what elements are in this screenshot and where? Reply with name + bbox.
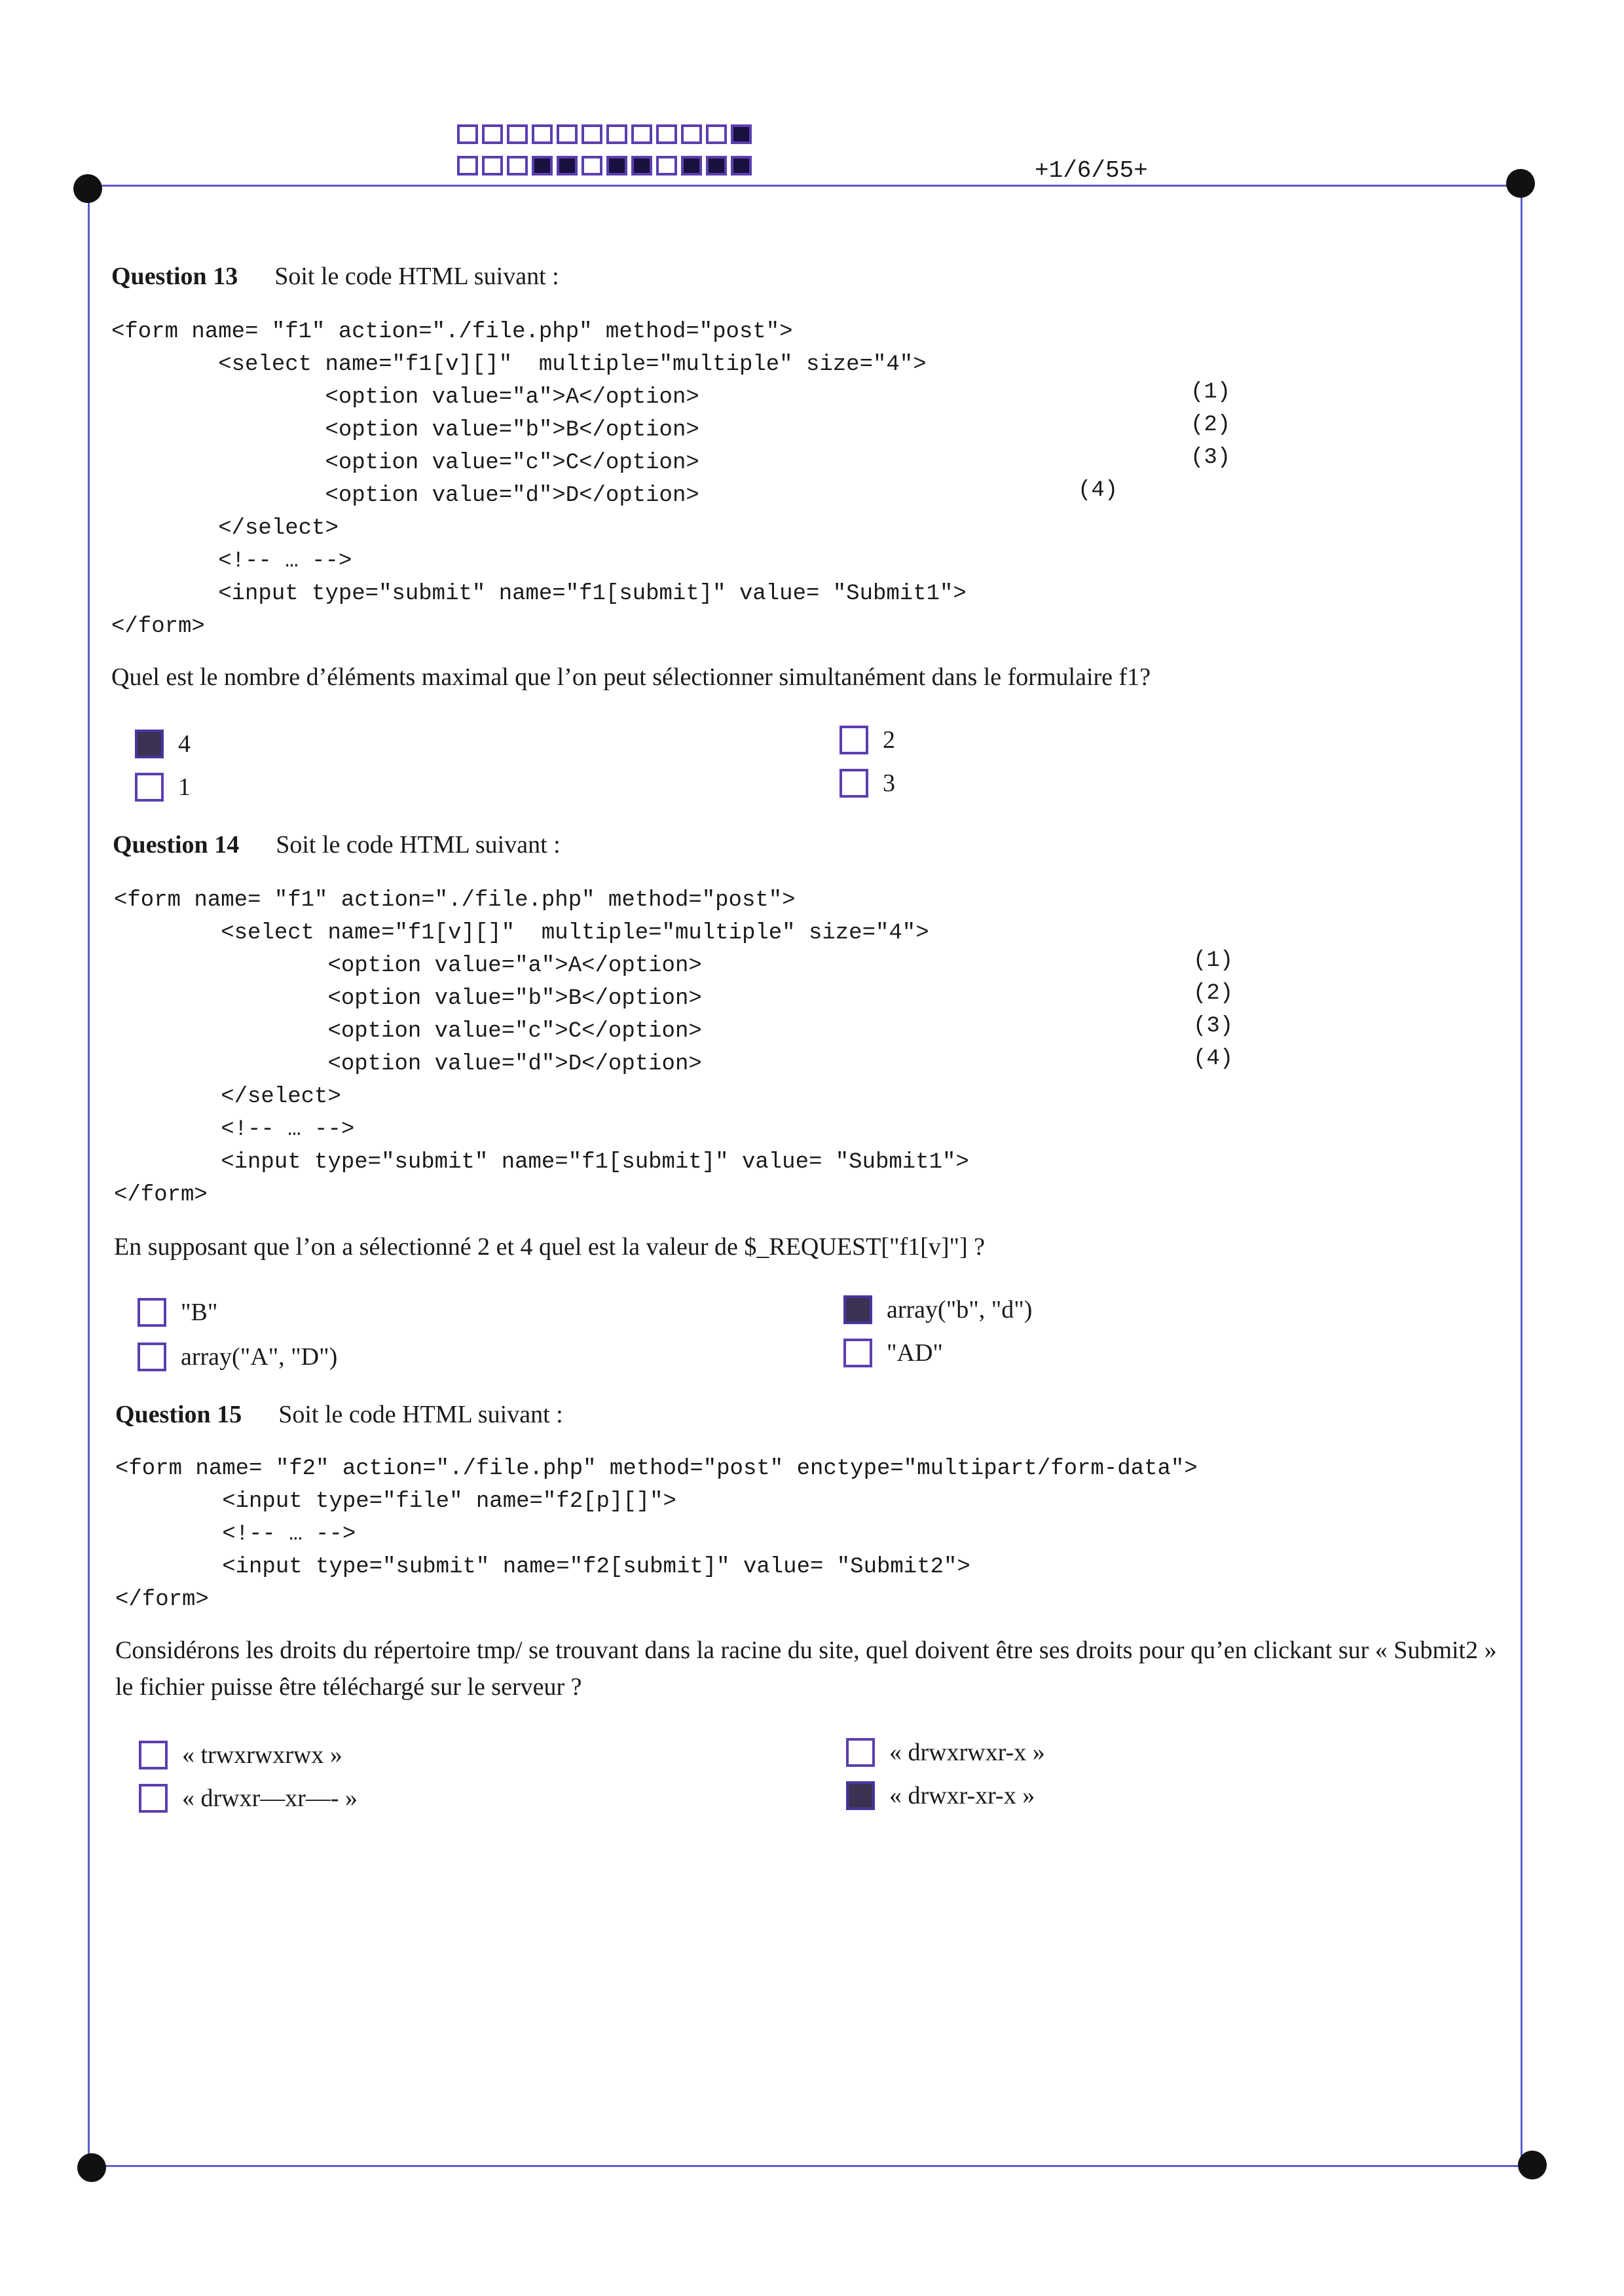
header-code-box [731, 156, 752, 176]
page-id: +1/6/55+ [1035, 157, 1148, 184]
header-code-box [581, 124, 602, 144]
choice-label: 2 [883, 726, 895, 754]
corner-marker-bottom-left [77, 2153, 106, 2182]
header-code-box [532, 124, 553, 144]
checkbox[interactable] [843, 1295, 872, 1324]
checkbox[interactable] [139, 1784, 168, 1813]
question-15-code: <form name= "f2" action="./file.php" method="post" enctype="multipart/form-data"> <input type="file" name="f2[p][]"> <!-- … --> <input type="submit" name="f2[submit]" value= "Submit2"> </form> [115, 1456, 1198, 1612]
question-13-choice-3[interactable] [840, 769, 895, 798]
question-14-label: Question 14 [113, 831, 240, 859]
header-code-box [557, 156, 578, 176]
header-code-box [457, 124, 478, 144]
question-14-header [113, 830, 561, 859]
question-13-header [111, 262, 559, 291]
frame-bottom [92, 2165, 1531, 2167]
question-15-choice-drwxrwxr-x[interactable] [846, 1738, 1045, 1767]
choice-label: 1 [178, 773, 191, 801]
corner-marker-bottom-right [1518, 2151, 1547, 2179]
checkbox[interactable] [846, 1781, 875, 1810]
question-14-line-number-1: (1) [1193, 948, 1234, 973]
header-code-box [681, 156, 702, 176]
question-13-label: Question 13 [111, 263, 238, 290]
header-code-box [482, 156, 503, 176]
checkbox[interactable] [139, 1741, 168, 1769]
question-13-line-number-3: (3) [1190, 445, 1231, 470]
question-14-code: <form name= "f1" action="./file.php" method="post"> <select name="f1[v][]" multiple="multiple" size="4"> <option value="a">A</option> <option value="b">B</option> <option value="c">C</option> <option value="d">D</option> </select> <!-- … --> <input type="submit" name="f1[submit]" value= "Submit1"> </form> [114, 888, 969, 1208]
choice-label: « trwxrwxrwx » [182, 1741, 342, 1769]
question-15-label: Question 15 [115, 1401, 242, 1428]
choice-label: « drwxr-xr-x » [889, 1782, 1035, 1809]
frame-right [1521, 185, 1522, 2166]
choice-label: 4 [178, 730, 191, 758]
choice-label: array("A", "D") [181, 1343, 338, 1371]
header-code-box [706, 156, 727, 176]
header-code-box [606, 156, 627, 176]
question-14-choice-b[interactable] [138, 1298, 217, 1327]
header-code-box [656, 156, 677, 176]
checkbox[interactable] [135, 773, 164, 802]
question-14-choice-array-a-d[interactable] [138, 1342, 337, 1371]
header-code-box [482, 124, 503, 144]
header-code-box [532, 156, 553, 176]
question-13-choice-1[interactable] [135, 773, 191, 802]
question-13-prompt: Quel est le nombre d’éléments maximal que l’on peut sélectionner simultanément dans le formulaire f1? [111, 663, 1151, 691]
frame-left [88, 186, 90, 2168]
question-13-choice-4[interactable] [135, 730, 191, 758]
checkbox[interactable] [138, 1342, 166, 1371]
checkbox[interactable] [840, 769, 868, 798]
header-code-box [581, 156, 602, 176]
checkbox[interactable] [840, 726, 868, 754]
header-code-box [557, 124, 578, 144]
checkbox[interactable] [846, 1738, 875, 1767]
choice-label: "AD" [887, 1339, 943, 1367]
choice-label: array("b", "d") [887, 1296, 1033, 1324]
header-code-box [631, 156, 652, 176]
header-code-box [681, 124, 702, 144]
question-13-intro: Soit le code HTML suivant : [274, 263, 559, 290]
question-15-intro: Soit le code HTML suivant : [278, 1401, 563, 1428]
question-15-choice-drwxr-xr-x[interactable] [846, 1781, 1035, 1810]
question-14-choice-array-b-d[interactable] [843, 1295, 1032, 1324]
question-15-prompt: Considérons les droits du répertoire tmp/ se trouvant dans la racine du site, quel doivent être ses droits pour qu’en clickant sur « Submit2 » le fichier puisse être téléchargé sur le serveur ? [115, 1637, 1497, 1701]
header-code-box [507, 124, 528, 144]
checkbox[interactable] [135, 730, 164, 758]
question-13-line-number-4: (4) [1078, 478, 1118, 503]
frame-top [86, 185, 1521, 187]
header-code-box [706, 124, 727, 144]
header-code-row-1 [457, 124, 752, 144]
header-code-box [631, 124, 652, 144]
question-15-choice-trwxrwxrwx[interactable] [139, 1741, 342, 1769]
question-14-prompt: En supposant que l’on a sélectionné 2 et 4 quel est la valeur de $_REQUEST["f1[v]"] ? [114, 1233, 986, 1261]
choice-label: « drwxrwxr-x » [889, 1739, 1045, 1766]
question-13-line-number-1: (1) [1190, 380, 1231, 405]
header-code-row-2 [457, 156, 752, 176]
question-14-line-number-4: (4) [1193, 1046, 1234, 1071]
question-13-choice-2[interactable] [840, 726, 895, 754]
question-14-line-number-3: (3) [1193, 1014, 1234, 1039]
question-14-intro: Soit le code HTML suivant : [276, 831, 561, 859]
header-code-box [507, 156, 528, 176]
header-code-box [457, 156, 478, 176]
checkbox[interactable] [138, 1298, 166, 1327]
question-14-choice-ad[interactable] [843, 1339, 943, 1367]
choice-label: « drwxr—xr—- » [182, 1785, 358, 1812]
choice-label: 3 [883, 769, 895, 797]
header-code-box [606, 124, 627, 144]
corner-marker-top-left [73, 174, 102, 203]
question-14-line-number-2: (2) [1193, 981, 1234, 1006]
header-code-box [731, 124, 752, 144]
question-13-code: <form name= "f1" action="./file.php" method="post"> <select name="f1[v][]" multiple="multiple" size="4"> <option value="a">A</option> <option value="b">B</option> <option value="c">C</option> <option value="d">D</option> </select> <!-- … --> <input type="submit" name="f1[submit]" value= "Submit1"> </form> [111, 320, 967, 639]
header-code-box [656, 124, 677, 144]
question-15-header [115, 1400, 563, 1429]
choice-label: "B" [181, 1299, 218, 1326]
question-15-choice-drwxr-xr--[interactable] [139, 1784, 358, 1813]
corner-marker-top-right [1506, 169, 1535, 198]
question-13-line-number-2: (2) [1190, 413, 1231, 437]
checkbox[interactable] [843, 1339, 872, 1367]
